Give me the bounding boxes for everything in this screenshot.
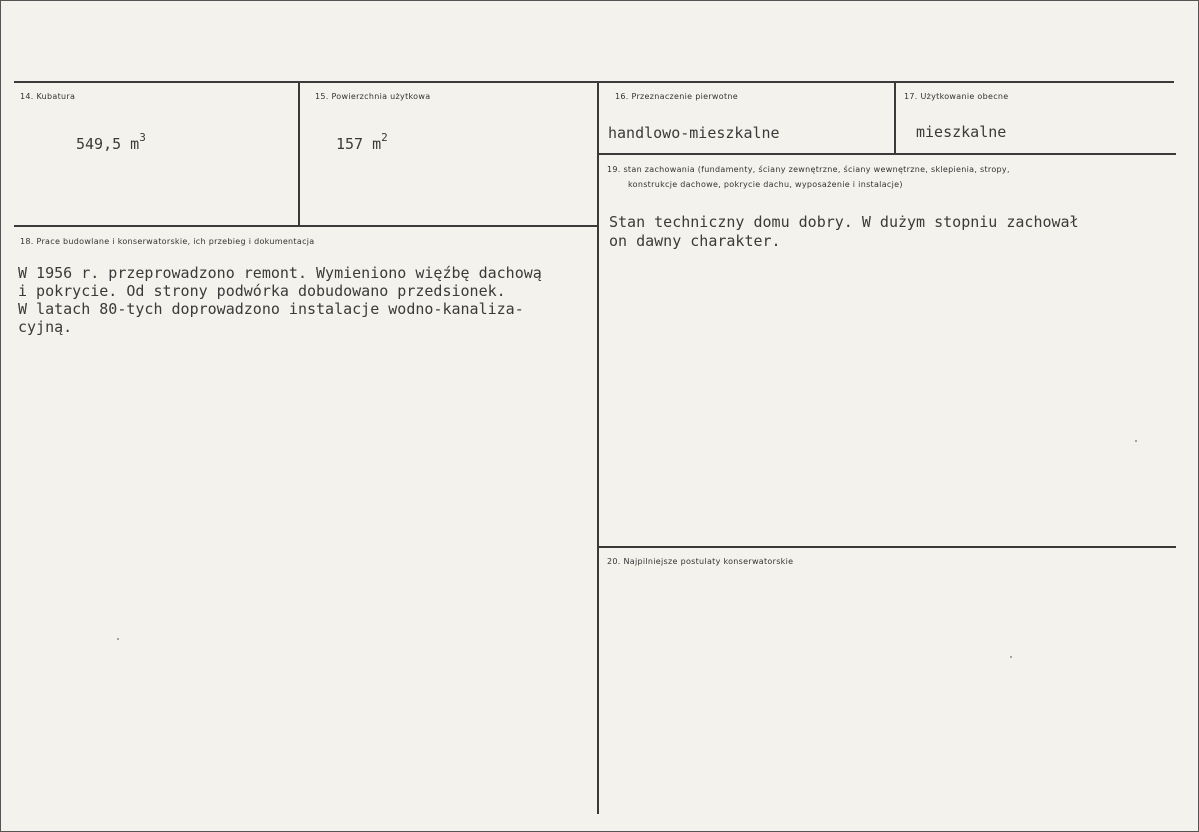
field-18-line: i pokrycie. Od strony podwórka dobudowano przedsionek.: [18, 282, 506, 300]
rule-below-14-15: [14, 225, 598, 227]
rule-below-16-17: [598, 153, 1176, 155]
scan-speck: [117, 638, 119, 640]
divider-16-17: [894, 82, 896, 154]
field-15-label: 15. Powierzchnia użytkowa: [315, 92, 431, 101]
scan-speck: [1135, 440, 1137, 442]
top-rule: [14, 81, 1174, 83]
field-19-line: on dawny charakter.: [609, 232, 781, 250]
divider-14-15: [298, 82, 300, 226]
center-divider: [597, 82, 599, 814]
field-19-label-line2: konstrukcje dachowe, pokrycie dachu, wyposażenie i instalacje): [628, 180, 903, 189]
field-16-value: handlowo-mieszkalne: [608, 124, 780, 142]
field-18-line: W 1956 r. przeprowadzono remont. Wymieniono więźbę dachową: [18, 264, 542, 282]
field-14-value: 549,5 $m^3$: [76, 131, 146, 153]
field-18-line: W latach 80-tych doprowadzono instalacje wodno-kanaliza-: [18, 300, 524, 318]
field-15-value: 157 $m^2$: [336, 131, 388, 153]
field-17-label: 17. Użytkowanie obecne: [904, 92, 1009, 101]
field-19-label-line1: 19. stan zachowania (fundamenty, ściany zewnętrzne, ściany wewnętrzne, sklepienia, stropy,: [607, 165, 1010, 174]
field-17-value: mieszkalne: [916, 123, 1007, 141]
field-18-label: 18. Prace budowlane i konserwatorskie, ich przebieg i dokumentacja: [20, 237, 315, 246]
field-16-label: 16. Przeznaczenie pierwotne: [615, 92, 738, 101]
rule-above-20: [598, 546, 1176, 548]
field-18-line: cyjną.: [18, 318, 73, 336]
scan-speck: [1010, 656, 1012, 658]
field-14-label: 14. Kubatura: [20, 92, 76, 101]
field-20-label: 20. Najpilniejsze postulaty konserwatorskie: [607, 557, 794, 566]
field-19-line: Stan techniczny domu dobry. W dużym stopniu zachował: [609, 213, 1079, 231]
